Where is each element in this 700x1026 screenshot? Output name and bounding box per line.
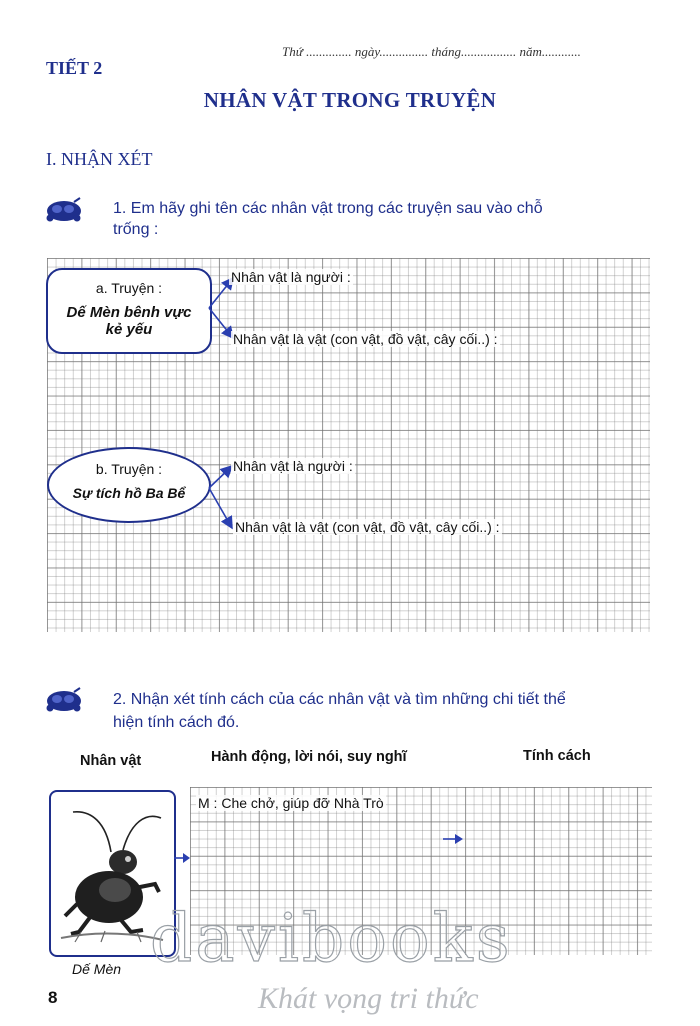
story-b-people-label: Nhân vật là người : (233, 458, 353, 474)
story-b-title: Sự tích hồ Ba Bể (72, 485, 186, 501)
section-heading: I. NHẬN XÉT (46, 149, 153, 169)
story-a-title-line-2: kẻ yếu (105, 321, 153, 338)
story-b-things-label: Nhân vật là vật (con vật, đồ vật, cây cối..) : (235, 519, 500, 535)
branch-arrows (205, 262, 245, 562)
story-b-box (47, 447, 211, 523)
date-line: Thứ .............. ngày............... tháng................. năm............ (282, 44, 581, 59)
story-a-box (46, 268, 212, 354)
story-a-label: a. Truyện : (95, 280, 163, 296)
character-caption: Dế Mèn (72, 961, 122, 977)
arrow-right-icon (173, 852, 191, 864)
arrow-right-icon (442, 833, 464, 845)
exercise-2-prompt-line-2: hiện tính cách đó. (113, 714, 240, 731)
story-a-title-line-1: Dế Mèn bênh vực (66, 304, 192, 321)
exercise-1-prompt-line-1: 1. Em hãy ghi tên các nhân vật trong các truyện sau vào chỗ (113, 200, 543, 217)
exercise-1-prompt-line-2: trống : (113, 221, 159, 238)
lesson-heading: TIẾT 2 (46, 58, 103, 78)
page-title: NHÂN VẬT TRONG TRUYỆN (203, 88, 497, 112)
story-a-things-label: Nhân vật là vật (con vật, đồ vật, cây cối..) : (233, 331, 498, 347)
exercise-2-prompt-line-1: 2. Nhận xét tính cách của các nhân vật và tìm những chi tiết thể (113, 691, 566, 708)
bug-icon (44, 196, 84, 224)
story-b-label: b. Truyện : (95, 461, 163, 477)
watermark-tagline: Khát vọng tri thức (258, 982, 479, 1015)
page-number: 8 (48, 988, 58, 1007)
bug-icon (44, 686, 84, 714)
example-answer: M : Che chở, giúp đỡ Nhà Trò (198, 795, 384, 811)
watermark-brand: davibooks (150, 900, 513, 977)
story-a-people-label: Nhân vật là người : (231, 269, 351, 285)
column-header-actions: Hành động, lời nói, suy nghĩ (211, 749, 407, 765)
column-header-character: Nhân vật (80, 753, 142, 769)
column-header-personality: Tính cách (523, 748, 591, 764)
